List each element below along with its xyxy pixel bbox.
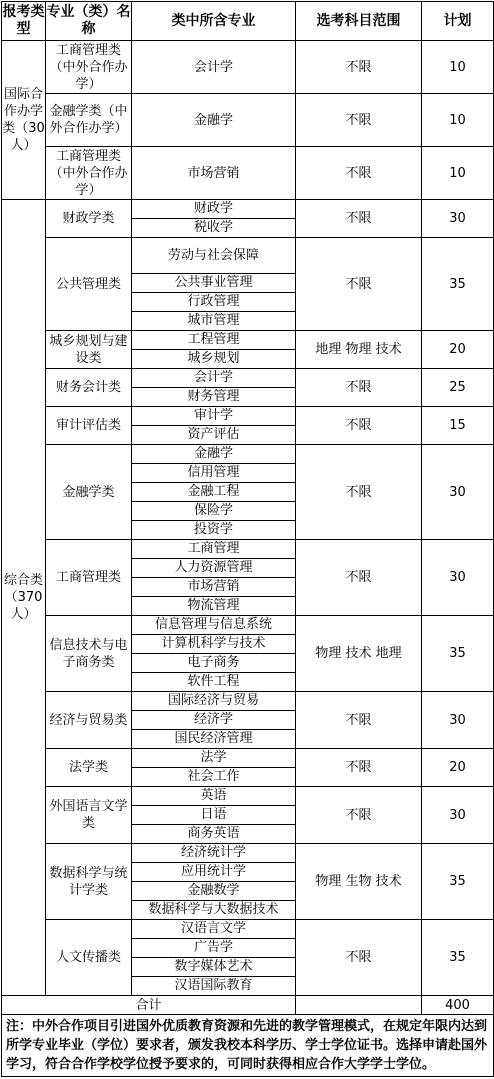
program-name: 数据科学与统计学类 xyxy=(46,844,132,920)
subjects: 不限 xyxy=(296,692,422,749)
program-name: 公共管理类 xyxy=(46,238,132,331)
major-name: 汉语国际教育 xyxy=(132,977,296,996)
program-name: 工商管理类 xyxy=(46,540,132,616)
subjects: 不限 xyxy=(296,41,422,94)
plan-count: 15 xyxy=(422,407,494,445)
header-majors: 类中所含专业 xyxy=(132,2,296,41)
major-name: 审计学 xyxy=(132,407,296,426)
major-name: 物流管理 xyxy=(132,597,296,616)
program-name: 工商管理类（中外合作办学） xyxy=(46,41,132,94)
header-row xyxy=(2,2,494,41)
table-row xyxy=(2,920,494,939)
major-name: 保险学 xyxy=(132,502,296,521)
plan-count: 25 xyxy=(422,369,494,407)
major-name: 人力资源管理 xyxy=(132,559,296,578)
major-name: 工商管理 xyxy=(132,540,296,559)
plan-count: 30 xyxy=(422,540,494,616)
major-name: 计算机科学与技术 xyxy=(132,635,296,654)
major-name: 金融数学 xyxy=(132,882,296,901)
major-name: 经济学 xyxy=(132,711,296,730)
major-name: 日语 xyxy=(132,806,296,825)
table-row xyxy=(2,445,494,464)
total-row xyxy=(2,996,494,1015)
table-row xyxy=(2,787,494,806)
major-name: 会计学 xyxy=(132,41,296,94)
total-blank xyxy=(296,996,422,1015)
plan-count: 20 xyxy=(422,749,494,787)
major-name: 公共事业管理 xyxy=(132,274,296,293)
major-name: 行政管理 xyxy=(132,293,296,312)
subjects: 不限 xyxy=(296,200,422,238)
plan-count: 10 xyxy=(422,41,494,94)
subjects: 不限 xyxy=(296,238,422,331)
subjects: 不限 xyxy=(296,407,422,445)
major-name: 信用管理 xyxy=(132,464,296,483)
plan-count: 10 xyxy=(422,147,494,200)
major-name: 应用统计学 xyxy=(132,863,296,882)
program-name: 外国语言文学类 xyxy=(46,787,132,844)
header-subjects: 选考科目范围 xyxy=(296,2,422,41)
table-body xyxy=(2,41,494,996)
subjects: 物理 生物 技术 xyxy=(296,844,422,920)
program-name: 金融学类 xyxy=(46,445,132,540)
plan-count: 35 xyxy=(422,238,494,331)
subjects: 地理 物理 技术 xyxy=(296,331,422,369)
major-name: 社会工作 xyxy=(132,768,296,787)
total-value: 400 xyxy=(422,996,494,1015)
table-row xyxy=(2,616,494,635)
subjects: 不限 xyxy=(296,94,422,147)
major-name: 市场营销 xyxy=(132,578,296,597)
total-label: 合计 xyxy=(2,996,296,1015)
major-name: 信息管理与信息系统 xyxy=(132,616,296,635)
footnote: 注：中外合作项目引进国外优质教育资源和先进的教学管理模式，在规定年限内达到所学专业毕业（学位）要求者，颁发我校本科学历、学士学位证书。选择申请赴国外学习，符合合作学校学位授予要求的，可同时获得相应合作大学学士学位。 xyxy=(2,1015,494,1077)
program-name: 法学类 xyxy=(46,749,132,787)
header-plan: 计划 xyxy=(422,2,494,41)
major-name: 资产评估 xyxy=(132,426,296,445)
header-type: 报考类型 xyxy=(2,2,46,41)
type-general: 综合类（370人） xyxy=(2,200,46,996)
subjects: 物理 技术 地理 xyxy=(296,616,422,692)
major-name: 财政学 xyxy=(132,200,296,219)
major-name: 法学 xyxy=(132,749,296,768)
major-name: 工程管理 xyxy=(132,331,296,350)
program-name: 经济与贸易类 xyxy=(46,692,132,749)
program-name: 工商管理类（中外合作办学） xyxy=(46,147,132,200)
table-row xyxy=(2,200,494,219)
table-row xyxy=(2,238,494,274)
plan-count: 20 xyxy=(422,331,494,369)
major-name: 软件工程 xyxy=(132,673,296,692)
major-name: 市场营销 xyxy=(132,147,296,200)
plan-count: 30 xyxy=(422,787,494,844)
major-name: 汉语言文学 xyxy=(132,920,296,939)
major-name: 城乡规划 xyxy=(132,350,296,369)
table-row xyxy=(2,692,494,711)
major-name: 广告学 xyxy=(132,939,296,958)
type-intl: 国际合作办学类（30人） xyxy=(2,41,46,200)
program-name: 信息技术与电子商务类 xyxy=(46,616,132,692)
table-row xyxy=(2,407,494,426)
program-name: 城乡规划与建设类 xyxy=(46,331,132,369)
table-row xyxy=(2,844,494,863)
major-name: 电子商务 xyxy=(132,654,296,673)
major-name: 数字媒体艺术 xyxy=(132,958,296,977)
major-name: 财务管理 xyxy=(132,388,296,407)
major-name: 劳动与社会保障 xyxy=(132,238,296,274)
plan-count: 30 xyxy=(422,692,494,749)
table-row xyxy=(2,41,494,94)
plan-count: 35 xyxy=(422,616,494,692)
major-name: 国民经济管理 xyxy=(132,730,296,749)
subjects: 不限 xyxy=(296,369,422,407)
major-name: 商务英语 xyxy=(132,825,296,844)
plan-count: 35 xyxy=(422,920,494,996)
major-name: 国际经济与贸易 xyxy=(132,692,296,711)
major-name: 经济统计学 xyxy=(132,844,296,863)
major-name: 税收学 xyxy=(132,219,296,238)
major-name: 会计学 xyxy=(132,369,296,388)
plan-count: 30 xyxy=(422,445,494,540)
program-name: 财务会计类 xyxy=(46,369,132,407)
major-name: 金融工程 xyxy=(132,483,296,502)
table-row xyxy=(2,331,494,350)
table-row xyxy=(2,540,494,559)
subjects: 不限 xyxy=(296,445,422,540)
plan-count: 10 xyxy=(422,94,494,147)
major-name: 数据科学与大数据技术 xyxy=(132,901,296,920)
subjects: 不限 xyxy=(296,787,422,844)
subjects: 不限 xyxy=(296,749,422,787)
note-row xyxy=(2,1015,494,1077)
major-name: 金融学 xyxy=(132,94,296,147)
major-name: 英语 xyxy=(132,787,296,806)
table-row xyxy=(2,147,494,200)
header-name: 专业（类）名称 xyxy=(46,2,132,41)
program-name: 审计评估类 xyxy=(46,407,132,445)
program-name: 人文传播类 xyxy=(46,920,132,996)
table-row xyxy=(2,749,494,768)
table-row xyxy=(2,369,494,388)
program-name: 财政学类 xyxy=(46,200,132,238)
subjects: 不限 xyxy=(296,540,422,616)
plan-count: 35 xyxy=(422,844,494,920)
subjects: 不限 xyxy=(296,920,422,996)
subjects: 不限 xyxy=(296,147,422,200)
major-name: 城市管理 xyxy=(132,312,296,331)
table-row xyxy=(2,94,494,147)
program-name: 金融学类（中外合作办学） xyxy=(46,94,132,147)
plan-count: 30 xyxy=(422,200,494,238)
major-name: 金融学 xyxy=(132,445,296,464)
major-name: 投资学 xyxy=(132,521,296,540)
enrollment-plan-table xyxy=(1,1,494,1077)
